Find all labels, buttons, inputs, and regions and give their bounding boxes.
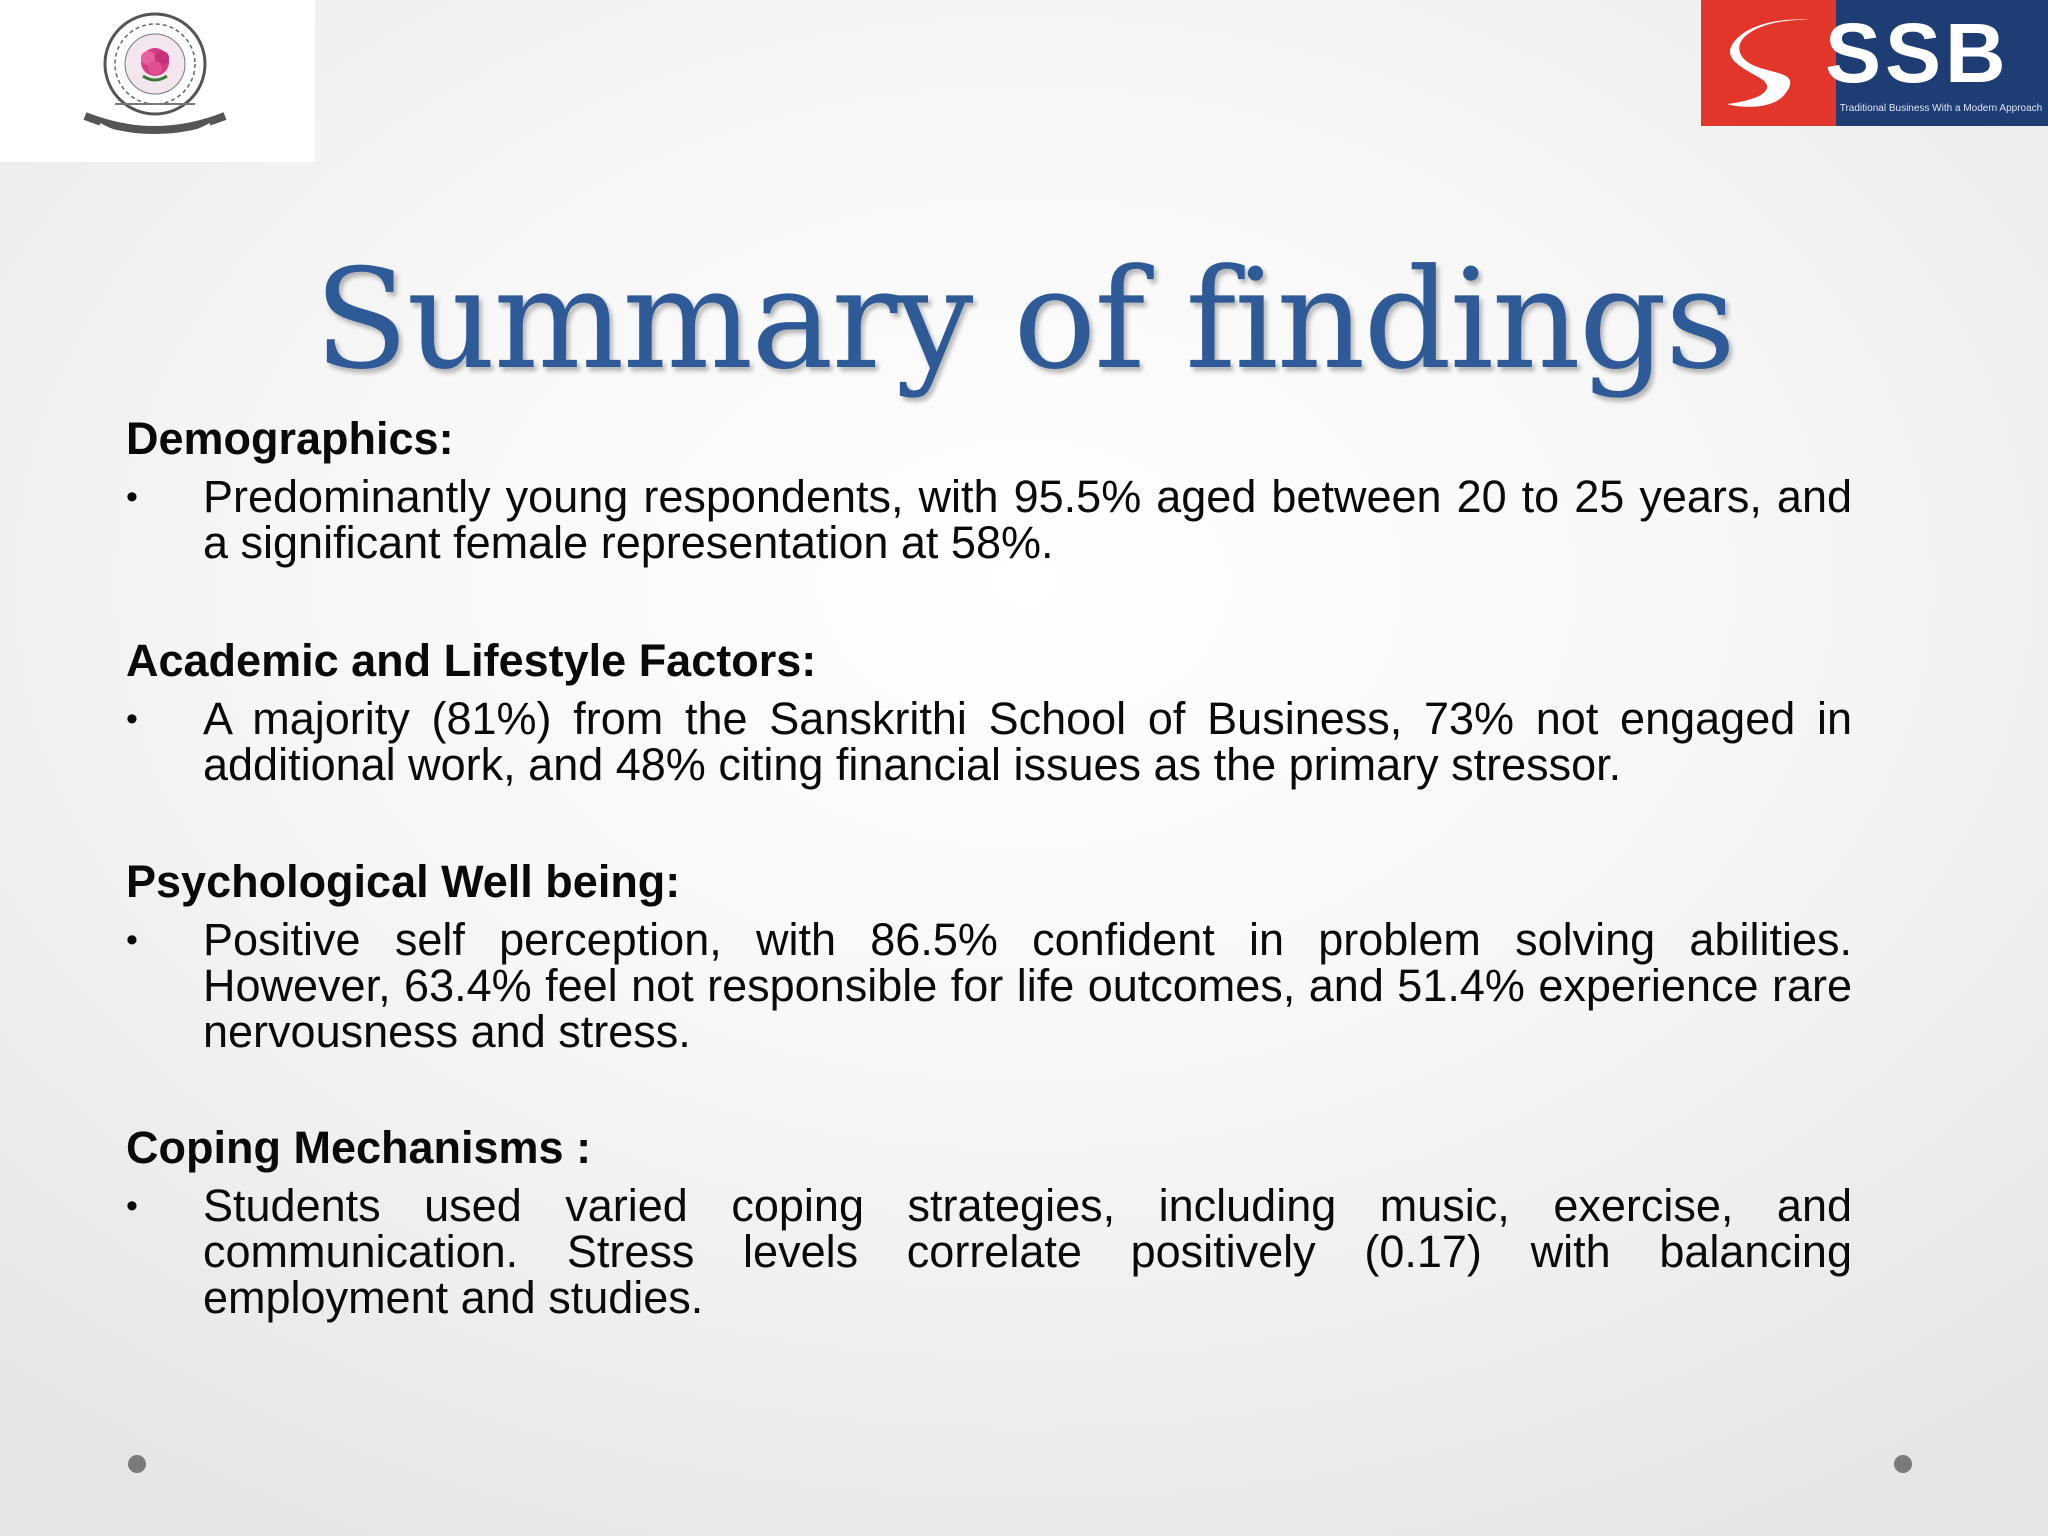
bullet-icon: • (126, 921, 138, 959)
corner-dot-left (128, 1455, 146, 1473)
bullet-text-demographics: Predominantly young respondents, with 95.5% aged between 20 to 25 years, and a significant female representation at 58%. (203, 471, 1852, 568)
section-heading-psychological: Psychological Well being: (126, 856, 681, 907)
section-heading-academic: Academic and Lifestyle Factors: (126, 635, 817, 686)
bullet-icon: • (126, 1187, 138, 1225)
section-heading-demographics: Demographics: (126, 413, 454, 464)
section-heading-coping: Coping Mechanisms : (126, 1122, 592, 1173)
ssb-logo-tagline: Traditional Business With a Modern Approach (1839, 103, 2043, 114)
bullet-icon: • (126, 700, 138, 738)
bullet-text-coping: Students used varied coping strategies, including music, exercise, and communication. Stress levels correlate positively (0.17) with balancing employment and studies. (203, 1180, 1852, 1323)
bullet-icon: • (126, 478, 138, 516)
ssb-logo (1701, 0, 2048, 126)
university-logo (0, 0, 315, 162)
corner-dot-right (1894, 1455, 1912, 1473)
ssb-logo-text: SSB (1825, 6, 2010, 100)
swoosh-icon (1715, 12, 1825, 116)
bullet-text-academic: A majority (81%) from the Sanskrithi School of Business, 73% not engaged in additional work, and 48% citing financial issues as the primary stressor. (203, 693, 1852, 790)
university-emblem-icon (55, 4, 255, 164)
slide-title: Summary of findings (314, 239, 1734, 400)
bullet-text-psychological: Positive self perception, with 86.5% confident in problem solving abilities. However, 63.4% feel not responsible for life outcomes, and 51.4% experience rare nervousness and stress. (203, 914, 1852, 1057)
